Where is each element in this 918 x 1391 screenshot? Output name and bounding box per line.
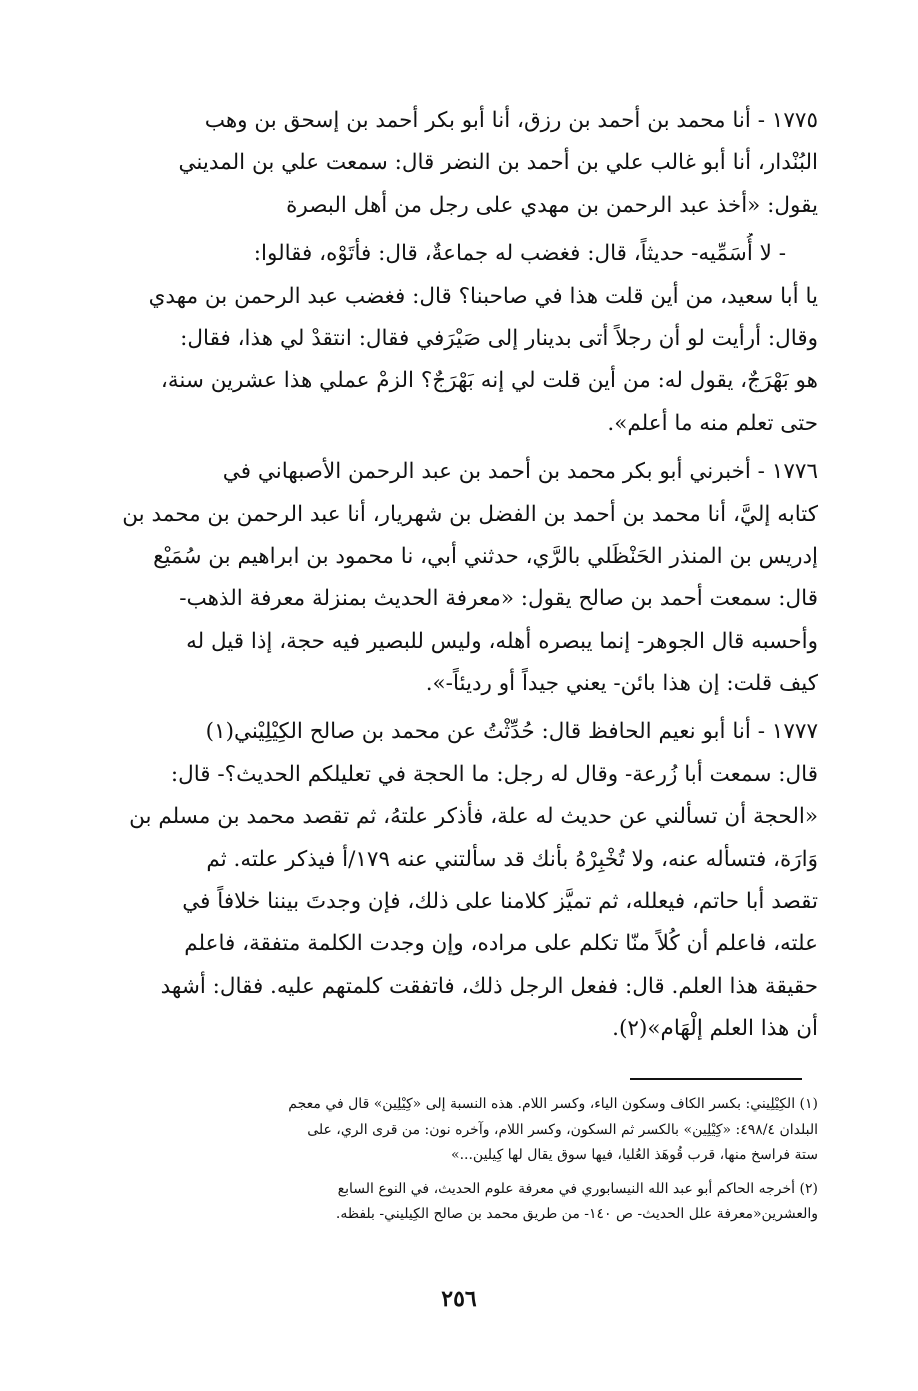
text-line: البُنْدار، أنا أبو غالب علي بن أحمد بن النضر قال: سمعت علي بن المديني <box>178 150 818 176</box>
text-line: قال: سمعت أحمد بن صالح يقول: «معرفة الحديث بمنزلة معرفة الذهب- <box>179 586 818 612</box>
page-number: ٢٥٦ <box>441 1286 477 1312</box>
text-line: قال: سمعت أبا زُرعة- وقال له رجل: ما الحجة في تعليلكم الحديث؟- قال: <box>170 761 818 787</box>
footnote-line: (١) الكِيْلِيني: بكسر الكاف وسكون الياء، وكسر اللام. هذه النسبة إلى «كِيْلِين» قال في معجم <box>288 1096 818 1112</box>
footnote-line: (٢) أخرجه الحاكم أبو عبد الله النيسابوري في معرفة علوم الحديث، في النوع السابع <box>337 1180 818 1197</box>
text-line: إدريس بن المنذر الحَنْظَلي بالرَّي، حدثني أبي، نا محمود بن ابراهيم بن سُمَيْع <box>153 543 818 569</box>
text-line: هو بَهْرَجٌ، يقول له: من أين قلت لي إنه بَهْرَجٌ؟ الزمْ عملي هذا عشرين سنة، <box>160 368 818 394</box>
text-line: وقال: أرأيت لو أن رجلاً أتى بدينار إلى صَيْرَفي فقال: انتقدْ لي هذا، فقال: <box>180 325 818 351</box>
text-line: حقيقة هذا العلم. قال: ففعل الرجل ذلك، فاتفقت كلمتهم عليه. فقال: أشهد <box>160 973 818 999</box>
footnote-line: والعشرين«معرفة علل الحديث- ص ١٤٠- من طريق محمد بن صالح الكِيليني- بلفظه. <box>335 1206 818 1222</box>
paragraph-1777 <box>113 711 818 1050</box>
text-line: «الحجة أن تسألني عن حديث له علة، فأذكر علتهُ، ثم تقصد محمد بن مسلم بن <box>129 804 818 830</box>
text-line: ١٧٧٦ - أخبرني أبو بكر محمد بن أحمد بن عبد الرحمن الأصبهاني في <box>222 459 818 485</box>
footnote-line: البلدان ٤٩٨/٤: «كِيْلِين» بالكسر ثم السكون، وكسر اللام، وآخره نون: من قرى الري، على <box>307 1121 818 1138</box>
text-line: حتى تعلم منه ما أعلم». <box>607 410 818 436</box>
main-text <box>113 100 818 1051</box>
text-line: أن هذا العلم إلْهَام»(٢). <box>612 1016 818 1042</box>
text-line: ١٧٧٧ - أنا أبو نعيم الحافظ قال: حُدِّثْتُ عن محمد بن صالح الكِيْلِيْني(١) <box>205 719 818 745</box>
text-line: علته، فاعلم أن كُلاً منّا تكلم على مراده، وإن وجدت الكلمة متفقة، فاعلم <box>184 931 818 957</box>
text-line: كتابه إليَّ، أنا محمد بن أحمد بن الفضل بن شهريار، أنا عبد الرحمن بن محمد بن <box>122 501 818 527</box>
footnote-2 <box>113 1177 818 1228</box>
text-line: ١٧٧٥ - أنا محمد بن أحمد بن رزق، أنا أبو بكر أحمد بن إسحق بن وهب <box>204 108 818 133</box>
text-line: - لا أُسَمِّيه- حديثاً، قال: فغضب له جماعةٌ، قال: فأتَوْه، فقالوا: <box>253 241 786 267</box>
paragraph-1775 <box>113 100 818 227</box>
footnote-spacer <box>113 1169 818 1177</box>
paragraph-1775-continued <box>113 233 818 445</box>
text-line: وَارَة، فتسأله عنه، ولا تُخْبِرْهُ بأنك قد سألتني عنه ١٧٩/أ فيذكر علته. ثم <box>206 846 818 872</box>
footnote-divider <box>630 1078 802 1080</box>
text-line: يا أبا سعيد، من أين قلت هذا في صاحبنا؟ قال: فغضب عبد الرحمن بن مهدي <box>148 283 818 309</box>
text-line: وأحسبه قال الجوهر- إنما يبصره أهله، وليس للبصير فيه حجة، إذا قيل له <box>186 628 818 654</box>
paragraph-1776 <box>113 451 818 705</box>
text-line: كيف قلت: إن هذا بائن- يعني جيداً أو رديئاً-». <box>425 671 818 697</box>
footnote-line: ستة فراسخ منها، قرب قُوهَذ العُليا، فيها سوق يقال لها كِيلين...» <box>451 1147 818 1163</box>
footnotes <box>113 1092 818 1228</box>
text-line: تقصد أبا حاتم، فيعلله، ثم تميَّز كلامنا على ذلك، فإن وجدتَ بيننا خلافاً في <box>182 889 818 915</box>
footnote-1 <box>113 1092 818 1169</box>
text-line: يقول: «أخذ عبد الرحمن بن مهدي على رجل من أهل البصرة <box>286 192 818 218</box>
